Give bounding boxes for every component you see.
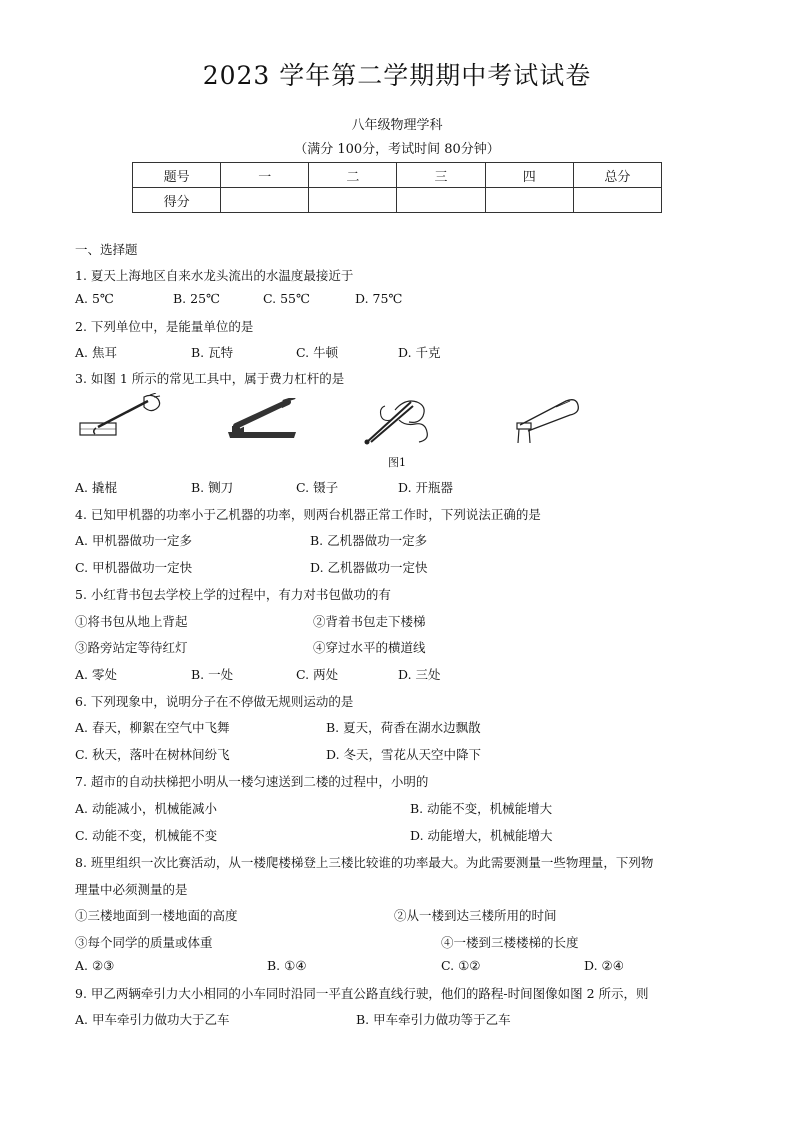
bottle-opener-figure xyxy=(510,395,580,445)
section-heading: 一、选择题 xyxy=(75,242,138,257)
score-blank-cell[interactable] xyxy=(573,188,661,213)
q7-option-c[interactable]: C. 动能不变，机械能不变 xyxy=(75,828,218,843)
question-9-stem: 9. 甲乙两辆牵引力大小相同的小车同时沿同一平直公路直线行驶，他们的路程-时间图像如图 2 所示，则 xyxy=(75,986,649,1001)
question-7-stem: 7. 超市的自动扶梯把小明从一楼匀速送到二楼的过程中，小明的 xyxy=(75,774,429,789)
q3-option-c[interactable]: C. 镊子 xyxy=(296,480,339,495)
q2-option-d[interactable]: D. 千克 xyxy=(398,345,441,360)
q7-option-a[interactable]: A. 动能减小，机械能减小 xyxy=(75,801,217,816)
question-1-stem: 1. 夏天上海地区自来水龙头流出的水温度最接近于 xyxy=(75,268,354,283)
exam-note: （满分 100分，考试时间 80分钟） xyxy=(294,142,500,157)
q5-item-2: ②背着书包走下楼梯 xyxy=(313,614,426,629)
exam-subject: 八年级物理学科 xyxy=(351,118,443,133)
question-6-stem: 6. 下列现象中，说明分子在不停做无规则运动的是 xyxy=(75,694,354,709)
score-blank-cell[interactable] xyxy=(397,188,485,213)
q1-option-b[interactable]: B. 25℃ xyxy=(173,291,221,306)
q9-option-b[interactable]: B. 甲车牵引力做功等于乙车 xyxy=(356,1012,511,1027)
q8-option-a[interactable]: A. ②③ xyxy=(75,958,115,973)
q9-option-a[interactable]: A. 甲车牵引力做功大于乙车 xyxy=(75,1012,230,1027)
q3-option-d[interactable]: D. 开瓶器 xyxy=(398,480,454,495)
q7-option-b[interactable]: B. 动能不变，机械能增大 xyxy=(410,801,553,816)
q8-option-d[interactable]: D. ②④ xyxy=(584,958,624,973)
question-8-stem-line-1: 8. 班里组织一次比赛活动，从一楼爬楼梯登上三楼比较谁的功率最大。为此需要测量一些物理量，下列物 xyxy=(75,855,654,870)
score-header-cell: 三 xyxy=(397,163,485,188)
question-2-stem: 2. 下列单位中，是能量单位的是 xyxy=(75,319,254,334)
score-header-cell: 一 xyxy=(221,163,309,188)
q2-option-c[interactable]: C. 牛顿 xyxy=(296,345,339,360)
q6-option-d[interactable]: D. 冬天，雪花从天空中降下 xyxy=(326,747,482,762)
score-blank-cell[interactable] xyxy=(485,188,573,213)
q3-option-b[interactable]: B. 铡刀 xyxy=(191,480,234,495)
score-blank-cell[interactable] xyxy=(221,188,309,213)
q4-option-d[interactable]: D. 乙机器做功一定快 xyxy=(310,560,428,575)
score-table-score-row xyxy=(133,188,662,213)
q2-option-b[interactable]: B. 瓦特 xyxy=(191,345,234,360)
q3-option-a[interactable]: A. 撬棍 xyxy=(75,480,117,495)
score-header-cell: 总分 xyxy=(573,163,661,188)
score-header-cell: 四 xyxy=(485,163,573,188)
q6-option-b[interactable]: B. 夏天，荷香在湖水边飘散 xyxy=(326,720,481,735)
q8-item-1: ①三楼地面到一楼地面的高度 xyxy=(75,908,238,923)
q1-option-c[interactable]: C. 55℃ xyxy=(263,291,310,306)
tweezers-figure xyxy=(355,390,435,446)
q4-option-a[interactable]: A. 甲机器做功一定多 xyxy=(75,533,192,548)
question-5-stem: 5. 小红背书包去学校上学的过程中，有力对书包做功的有 xyxy=(75,587,391,602)
question-3-stem: 3. 如图 1 所示的常见工具中，属于费力杠杆的是 xyxy=(75,371,345,386)
q5-option-d[interactable]: D. 三处 xyxy=(398,667,441,682)
exam-title: 2023 学年第二学期期中考试试卷 xyxy=(202,61,592,90)
q8-option-c[interactable]: C. ①② xyxy=(441,958,481,973)
q5-option-a[interactable]: A. 零处 xyxy=(75,667,117,682)
q4-option-b[interactable]: B. 乙机器做功一定多 xyxy=(310,533,428,548)
score-row-label: 得分 xyxy=(133,188,221,213)
question-4-stem: 4. 已知甲机器的功率小于乙机器的功率，则两台机器正常工作时，下列说法正确的是 xyxy=(75,507,541,522)
score-table-header-row xyxy=(133,163,662,188)
q8-item-3: ③每个同学的质量或体重 xyxy=(75,935,213,950)
q1-option-a[interactable]: A. 5℃ xyxy=(75,291,114,306)
q5-item-1: ①将书包从地上背起 xyxy=(75,614,188,629)
q5-option-c[interactable]: C. 两处 xyxy=(296,667,339,682)
score-header-cell: 二 xyxy=(309,163,397,188)
crowbar-figure xyxy=(78,393,168,443)
figure-1-caption: 图1 xyxy=(388,456,406,469)
q7-option-d[interactable]: D. 动能增大，机械能增大 xyxy=(410,828,553,843)
guillotine-cutter-figure xyxy=(226,398,298,442)
score-blank-cell[interactable] xyxy=(309,188,397,213)
score-header-cell: 题号 xyxy=(133,163,221,188)
q5-option-b[interactable]: B. 一处 xyxy=(191,667,234,682)
q6-option-c[interactable]: C. 秋天，落叶在树林间纷飞 xyxy=(75,747,230,762)
question-8-stem-line-2: 理量中必须测量的是 xyxy=(75,882,188,897)
q4-option-c[interactable]: C. 甲机器做功一定快 xyxy=(75,560,193,575)
q2-option-a[interactable]: A. 焦耳 xyxy=(75,345,117,360)
score-table xyxy=(132,162,662,213)
q8-item-4: ④一楼到三楼楼梯的长度 xyxy=(441,935,579,950)
q5-item-3: ③路旁站定等待红灯 xyxy=(75,640,188,655)
q6-option-a[interactable]: A. 春天，柳絮在空气中飞舞 xyxy=(75,720,230,735)
q8-item-2: ②从一楼到达三楼所用的时间 xyxy=(394,908,557,923)
q8-option-b[interactable]: B. ①④ xyxy=(267,958,307,973)
q1-option-d[interactable]: D. 75℃ xyxy=(355,291,403,306)
q5-item-4: ④穿过水平的横道线 xyxy=(313,640,426,655)
